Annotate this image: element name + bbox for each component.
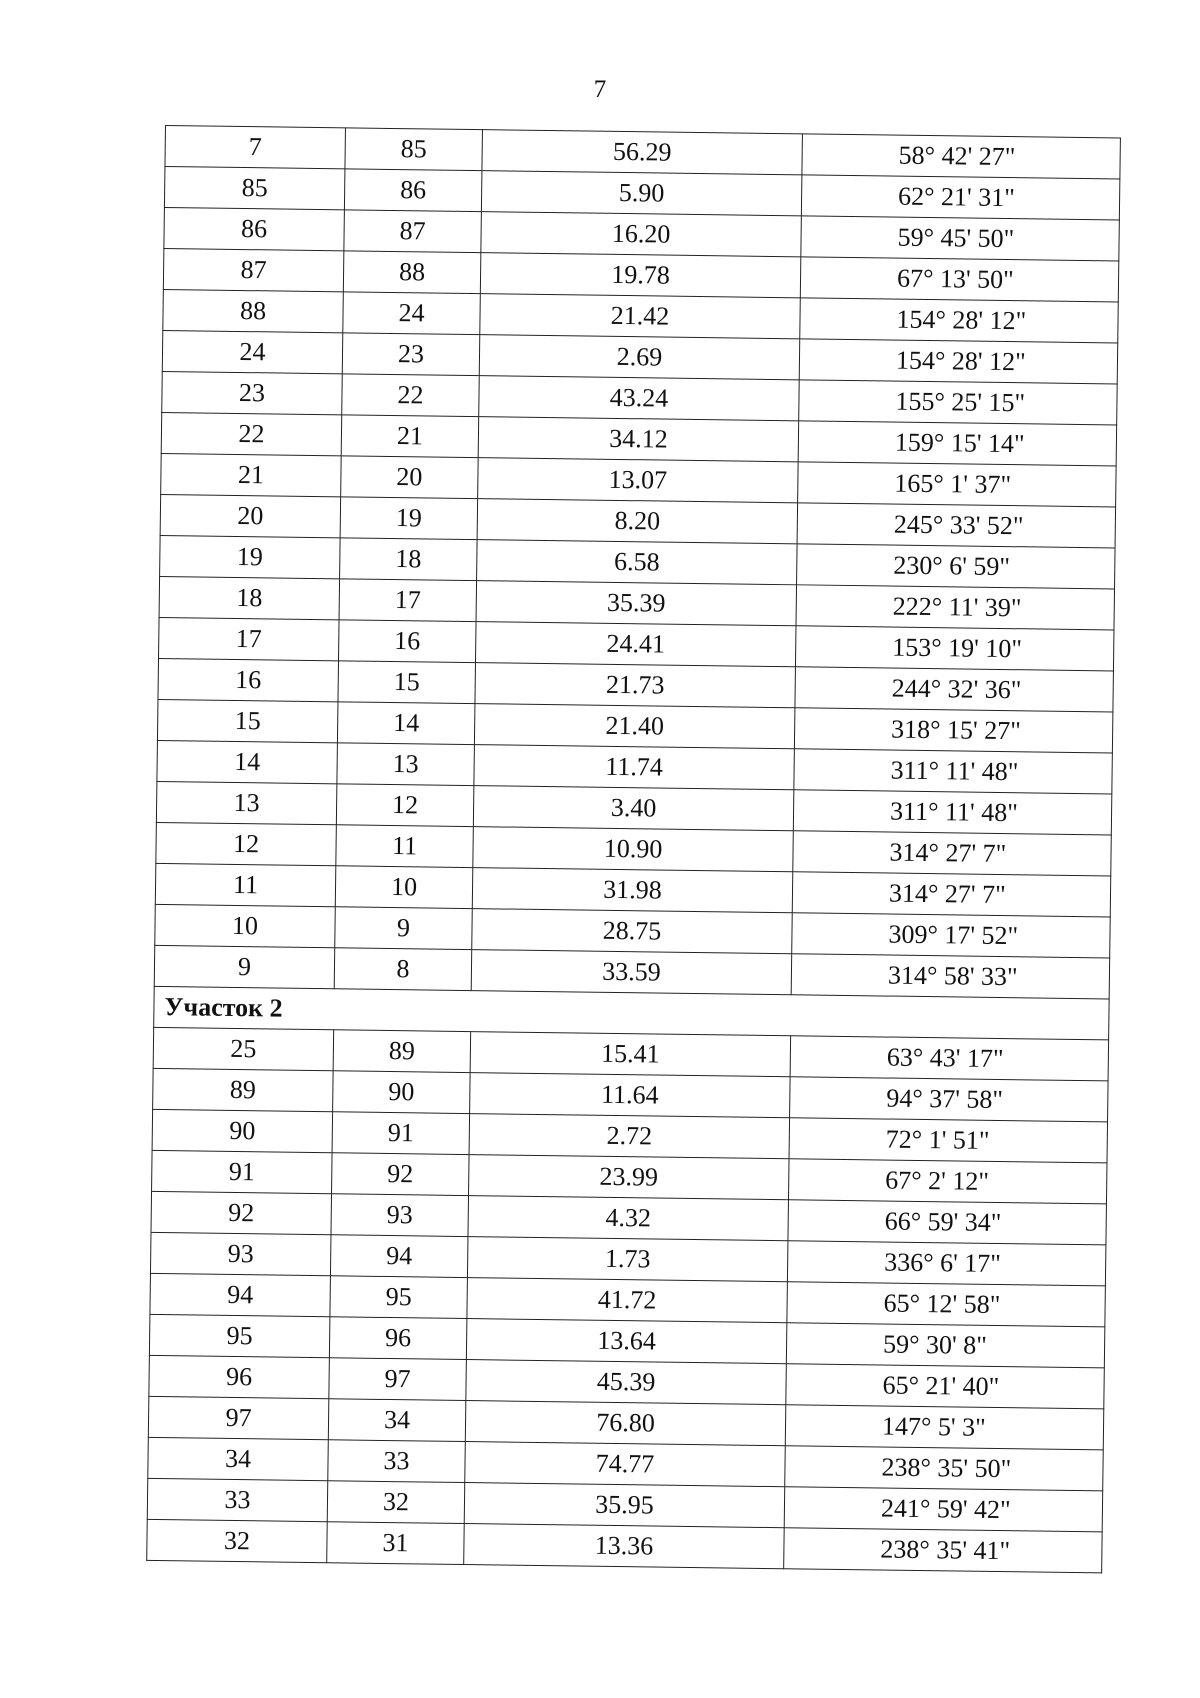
length-cell: 34.12 xyxy=(478,417,799,462)
point-from-cell: 15 xyxy=(157,699,338,742)
bearing-cell: 59° 30' 8" xyxy=(786,1323,1105,1368)
point-from-cell: 88 xyxy=(163,289,344,332)
point-from-cell: 10 xyxy=(155,904,336,947)
point-to-cell: 97 xyxy=(329,1358,467,1401)
point-to-cell: 18 xyxy=(340,538,478,581)
length-cell: 21.73 xyxy=(475,663,796,708)
length-cell: 19.78 xyxy=(480,253,801,298)
point-to-cell: 86 xyxy=(344,169,482,212)
point-to-cell: 89 xyxy=(333,1030,471,1073)
length-cell: 74.77 xyxy=(465,1442,786,1487)
point-to-cell: 13 xyxy=(337,743,475,786)
point-from-cell: 9 xyxy=(154,945,335,988)
point-from-cell: 16 xyxy=(158,658,339,701)
bearing-cell: 94° 37' 58" xyxy=(790,1077,1109,1122)
bearing-cell: 245° 33' 52" xyxy=(797,503,1116,548)
length-cell: 16.20 xyxy=(481,212,802,257)
bearing-cell: 318° 15' 27" xyxy=(794,708,1113,753)
length-cell: 35.39 xyxy=(476,581,797,626)
bearing-cell: 65° 21' 40" xyxy=(786,1364,1105,1409)
length-cell: 45.39 xyxy=(466,1360,787,1405)
bearing-cell: 153° 19' 10" xyxy=(795,626,1114,671)
point-from-cell: 93 xyxy=(150,1232,331,1275)
point-from-cell: 18 xyxy=(159,576,340,619)
point-to-cell: 21 xyxy=(341,415,479,458)
length-cell: 43.24 xyxy=(479,376,800,421)
bearing-cell: 154° 28' 12" xyxy=(800,298,1119,343)
bearing-cell: 244° 32' 36" xyxy=(795,667,1114,712)
point-to-cell: 20 xyxy=(341,456,479,499)
length-cell: 21.42 xyxy=(480,294,801,339)
length-cell: 31.98 xyxy=(472,868,793,913)
length-cell: 8.20 xyxy=(477,499,798,544)
bearing-cell: 230° 6' 59" xyxy=(797,544,1116,589)
bearing-cell: 67° 2' 12" xyxy=(788,1159,1107,1204)
point-to-cell: 91 xyxy=(332,1112,470,1155)
bearing-cell: 154° 28' 12" xyxy=(799,339,1118,384)
point-from-cell: 12 xyxy=(156,822,337,865)
point-from-cell: 20 xyxy=(160,494,341,537)
length-cell: 11.74 xyxy=(474,745,795,790)
bearing-cell: 311° 11' 48" xyxy=(793,790,1112,835)
point-to-cell: 90 xyxy=(333,1071,471,1114)
length-cell: 24.41 xyxy=(475,622,796,667)
section-title: Участок 2 xyxy=(154,986,1109,1039)
point-to-cell: 88 xyxy=(343,251,481,294)
point-from-cell: 34 xyxy=(148,1437,329,1480)
point-to-cell: 17 xyxy=(339,579,477,622)
point-from-cell: 21 xyxy=(161,453,342,496)
point-from-cell: 91 xyxy=(152,1150,333,1193)
length-cell: 10.90 xyxy=(473,827,794,872)
length-cell: 5.90 xyxy=(481,171,802,216)
point-to-cell: 33 xyxy=(328,1440,466,1483)
bearing-cell: 314° 27' 7" xyxy=(793,831,1112,876)
point-to-cell: 32 xyxy=(327,1481,465,1524)
point-to-cell: 22 xyxy=(342,374,480,417)
point-to-cell: 96 xyxy=(329,1317,467,1360)
point-from-cell: 85 xyxy=(164,167,345,210)
point-to-cell: 93 xyxy=(331,1194,469,1237)
boundary-table-wrapper xyxy=(146,125,1120,1573)
length-cell: 13.64 xyxy=(466,1319,787,1364)
length-cell: 4.32 xyxy=(468,1196,789,1241)
point-to-cell: 95 xyxy=(330,1276,468,1319)
point-from-cell: 96 xyxy=(149,1355,330,1398)
point-to-cell: 34 xyxy=(328,1399,466,1442)
bearing-cell: 238° 35' 41" xyxy=(784,1528,1103,1573)
bearing-cell: 165° 1' 37" xyxy=(798,462,1117,507)
point-to-cell: 12 xyxy=(336,784,474,827)
bearing-cell: 62° 21' 31" xyxy=(801,175,1120,220)
point-from-cell: 97 xyxy=(148,1396,329,1439)
point-to-cell: 9 xyxy=(335,907,473,950)
point-from-cell: 22 xyxy=(161,412,342,455)
length-cell: 41.72 xyxy=(467,1278,788,1323)
point-from-cell: 87 xyxy=(163,248,344,291)
bearing-cell: 238° 35' 50" xyxy=(785,1446,1104,1491)
length-cell: 2.69 xyxy=(479,335,800,380)
point-from-cell: 25 xyxy=(153,1027,334,1070)
point-from-cell: 90 xyxy=(152,1109,333,1152)
bearing-cell: 155° 25' 15" xyxy=(799,380,1118,425)
point-to-cell: 10 xyxy=(335,866,473,909)
bearing-cell: 63° 43' 17" xyxy=(790,1036,1109,1081)
length-cell: 56.29 xyxy=(482,130,803,175)
length-cell: 15.41 xyxy=(470,1032,791,1077)
length-cell: 35.95 xyxy=(464,1483,785,1528)
point-to-cell: 16 xyxy=(339,620,477,663)
point-to-cell: 23 xyxy=(342,333,480,376)
bearing-cell: 311° 11' 48" xyxy=(794,749,1113,794)
point-to-cell: 15 xyxy=(338,661,476,704)
point-to-cell: 11 xyxy=(336,825,474,868)
length-cell: 28.75 xyxy=(472,909,793,954)
point-from-cell: 33 xyxy=(147,1478,328,1521)
length-cell: 3.40 xyxy=(473,786,794,831)
bearing-cell: 67° 13' 50" xyxy=(800,257,1119,302)
length-cell: 76.80 xyxy=(465,1401,786,1446)
point-from-cell: 14 xyxy=(157,740,338,783)
bearing-cell: 159° 15' 14" xyxy=(798,421,1117,466)
point-from-cell: 92 xyxy=(151,1191,332,1234)
length-cell: 33.59 xyxy=(471,950,792,995)
point-to-cell: 85 xyxy=(345,128,483,171)
point-to-cell: 31 xyxy=(327,1522,465,1565)
point-to-cell: 8 xyxy=(334,948,472,991)
page-number: 7 xyxy=(593,76,607,103)
point-from-cell: 19 xyxy=(160,535,341,578)
point-from-cell: 32 xyxy=(147,1519,328,1562)
bearing-cell: 66° 59' 34" xyxy=(788,1200,1107,1245)
point-to-cell: 94 xyxy=(330,1235,468,1278)
bearing-cell: 222° 11' 39" xyxy=(796,585,1115,630)
point-to-cell: 87 xyxy=(344,210,482,253)
point-from-cell: 94 xyxy=(150,1273,331,1316)
point-from-cell: 7 xyxy=(165,126,346,169)
length-cell: 11.64 xyxy=(470,1073,791,1118)
point-from-cell: 89 xyxy=(153,1068,334,1111)
point-from-cell: 86 xyxy=(164,207,345,250)
length-cell: 6.58 xyxy=(477,540,798,585)
length-cell: 13.36 xyxy=(464,1524,785,1569)
point-to-cell: 14 xyxy=(337,702,475,745)
point-to-cell: 24 xyxy=(343,292,481,335)
bearing-cell: 241° 59' 42" xyxy=(784,1487,1103,1532)
bearing-cell: 314° 58' 33" xyxy=(791,954,1110,999)
length-cell: 2.72 xyxy=(469,1114,790,1159)
bearing-cell: 336° 6' 17" xyxy=(787,1241,1106,1286)
bearing-cell: 309° 17' 52" xyxy=(792,913,1111,958)
length-cell: 13.07 xyxy=(478,458,799,503)
bearing-cell: 147° 5' 3" xyxy=(785,1405,1104,1450)
point-from-cell: 17 xyxy=(159,617,340,660)
bearing-cell: 59° 45' 50" xyxy=(801,216,1120,261)
point-to-cell: 92 xyxy=(332,1153,470,1196)
length-cell: 23.99 xyxy=(469,1155,790,1200)
bearing-cell: 58° 42' 27" xyxy=(802,134,1121,179)
point-from-cell: 11 xyxy=(155,863,336,906)
length-cell: 1.73 xyxy=(467,1237,788,1282)
boundary-table xyxy=(146,125,1121,1573)
point-from-cell: 95 xyxy=(149,1314,330,1357)
bearing-cell: 314° 27' 7" xyxy=(792,872,1111,917)
point-from-cell: 24 xyxy=(162,330,343,373)
point-from-cell: 23 xyxy=(162,371,343,414)
bearing-cell: 65° 12' 58" xyxy=(787,1282,1106,1327)
point-from-cell: 13 xyxy=(156,781,337,824)
length-cell: 21.40 xyxy=(474,704,795,749)
bearing-cell: 72° 1' 51" xyxy=(789,1118,1108,1163)
boundary-table-body xyxy=(147,126,1121,1573)
point-to-cell: 19 xyxy=(340,497,478,540)
